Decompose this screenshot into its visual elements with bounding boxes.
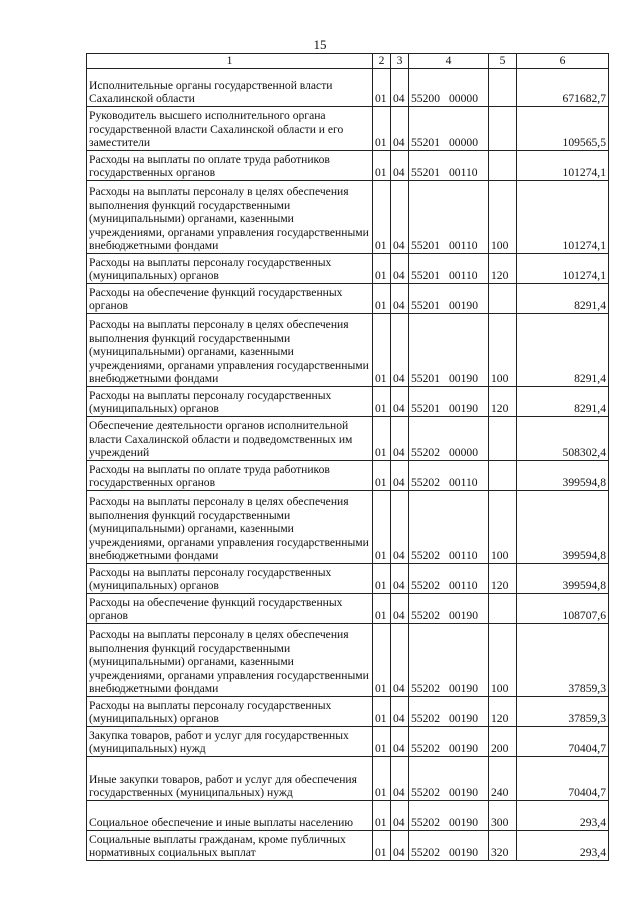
row-amount: 293,4 bbox=[517, 831, 609, 861]
header-col-6: 6 bbox=[517, 54, 609, 69]
header-col-2: 2 bbox=[373, 54, 391, 69]
table-row bbox=[87, 624, 609, 697]
row-section: 01 bbox=[373, 417, 391, 461]
row-target-program: 55201 bbox=[411, 372, 440, 386]
row-target-article bbox=[409, 697, 489, 727]
row-section: 01 bbox=[373, 801, 391, 831]
row-target-program: 55202 bbox=[411, 446, 440, 460]
row-name: Расходы на выплаты персоналу в целях обеспечения выполнения функций государственными (муниципальными) органами, казенными учреждениями, органами управления государственными внебюджетными фондами bbox=[87, 491, 373, 564]
row-target-direction: 00190 bbox=[449, 742, 478, 756]
row-target-article bbox=[409, 181, 489, 254]
row-subsection: 04 bbox=[391, 594, 409, 624]
row-expense-type bbox=[489, 594, 517, 624]
row-target-program: 55202 bbox=[411, 549, 440, 563]
row-amount: 671682,7 bbox=[517, 69, 609, 107]
row-amount: 399594,8 bbox=[517, 461, 609, 491]
row-amount: 399594,8 bbox=[517, 491, 609, 564]
row-target-article bbox=[409, 624, 489, 697]
row-target-direction: 00110 bbox=[449, 579, 478, 593]
row-section: 01 bbox=[373, 831, 391, 861]
row-subsection: 04 bbox=[391, 181, 409, 254]
row-section: 01 bbox=[373, 697, 391, 727]
row-target-program: 55202 bbox=[411, 476, 440, 490]
page-number: 15 bbox=[313, 37, 327, 52]
row-subsection: 04 bbox=[391, 624, 409, 697]
row-subsection: 04 bbox=[391, 417, 409, 461]
row-expense-type: 300 bbox=[489, 801, 517, 831]
row-target-direction: 00110 bbox=[449, 549, 478, 563]
row-target-article bbox=[409, 151, 489, 181]
table-row bbox=[87, 491, 609, 564]
row-target-direction: 00190 bbox=[449, 372, 478, 386]
row-amount: 37859,3 bbox=[517, 697, 609, 727]
row-subsection: 04 bbox=[391, 254, 409, 284]
row-section: 01 bbox=[373, 69, 391, 107]
row-target-article bbox=[409, 314, 489, 387]
row-expense-type bbox=[489, 69, 517, 107]
row-expense-type: 120 bbox=[489, 564, 517, 594]
row-target-program: 55201 bbox=[411, 402, 440, 416]
row-expense-type: 100 bbox=[489, 181, 517, 254]
row-subsection: 04 bbox=[391, 564, 409, 594]
row-section: 01 bbox=[373, 107, 391, 151]
row-target-program: 55202 bbox=[411, 579, 440, 593]
row-target-program: 55202 bbox=[411, 786, 440, 800]
row-amount: 293,4 bbox=[517, 801, 609, 831]
row-section: 01 bbox=[373, 151, 391, 181]
row-target-program: 55201 bbox=[411, 299, 440, 313]
row-target-article bbox=[409, 284, 489, 314]
row-target-program: 55201 bbox=[411, 269, 440, 283]
row-subsection: 04 bbox=[391, 831, 409, 861]
row-expense-type: 320 bbox=[489, 831, 517, 861]
row-target-direction: 00110 bbox=[449, 239, 478, 253]
row-amount: 101274,1 bbox=[517, 254, 609, 284]
row-name: Исполнительные органы государственной власти Сахалинской области bbox=[87, 69, 373, 107]
table-row bbox=[87, 594, 609, 624]
row-section: 01 bbox=[373, 181, 391, 254]
table-row bbox=[87, 314, 609, 387]
table-row bbox=[87, 254, 609, 284]
row-target-program: 55200 bbox=[411, 92, 440, 106]
row-target-program: 55202 bbox=[411, 712, 440, 726]
row-expense-type bbox=[489, 151, 517, 181]
row-amount: 8291,4 bbox=[517, 387, 609, 417]
row-target-article bbox=[409, 417, 489, 461]
row-name: Расходы на обеспечение функций государственных органов bbox=[87, 594, 373, 624]
table-row bbox=[87, 697, 609, 727]
row-section: 01 bbox=[373, 284, 391, 314]
row-target-article bbox=[409, 254, 489, 284]
row-subsection: 04 bbox=[391, 314, 409, 387]
row-name: Закупка товаров, работ и услуг для государственных (муниципальных) нужд bbox=[87, 727, 373, 757]
row-name: Социальное обеспечение и иные выплаты населению bbox=[87, 801, 373, 831]
table-row bbox=[87, 564, 609, 594]
row-target-direction: 00190 bbox=[449, 609, 478, 623]
row-target-direction: 00190 bbox=[449, 682, 478, 696]
row-amount: 8291,4 bbox=[517, 314, 609, 387]
row-target-program: 55202 bbox=[411, 816, 440, 830]
row-expense-type: 100 bbox=[489, 624, 517, 697]
row-section: 01 bbox=[373, 461, 391, 491]
row-target-direction: 00190 bbox=[449, 816, 478, 830]
row-expense-type bbox=[489, 461, 517, 491]
row-target-direction: 00190 bbox=[449, 402, 478, 416]
row-target-article bbox=[409, 757, 489, 801]
row-target-article bbox=[409, 491, 489, 564]
table-row bbox=[87, 181, 609, 254]
row-amount: 508302,4 bbox=[517, 417, 609, 461]
row-name: Расходы на обеспечение функций государственных органов bbox=[87, 284, 373, 314]
row-subsection: 04 bbox=[391, 387, 409, 417]
row-subsection: 04 bbox=[391, 697, 409, 727]
row-name: Расходы на выплаты по оплате труда работников государственных органов bbox=[87, 461, 373, 491]
row-subsection: 04 bbox=[391, 757, 409, 801]
table-row bbox=[87, 757, 609, 801]
row-expense-type bbox=[489, 284, 517, 314]
row-target-program: 55202 bbox=[411, 682, 440, 696]
row-name: Обеспечение деятельности органов исполнительной власти Сахалинской области и подведомственных им учреждений bbox=[87, 417, 373, 461]
row-section: 01 bbox=[373, 314, 391, 387]
header-col-5: 5 bbox=[489, 54, 517, 69]
row-name: Расходы на выплаты персоналу в целях обеспечения выполнения функций государственными (муниципальными) органами, казенными учреждениями, органами управления государственными внебюджетными фондами bbox=[87, 314, 373, 387]
row-target-article bbox=[409, 107, 489, 151]
row-name: Иные закупки товаров, работ и услуг для обеспечения государственных (муниципальных) нужд bbox=[87, 757, 373, 801]
table-row bbox=[87, 387, 609, 417]
row-expense-type bbox=[489, 107, 517, 151]
row-amount: 101274,1 bbox=[517, 151, 609, 181]
row-amount: 8291,4 bbox=[517, 284, 609, 314]
row-amount: 70404,7 bbox=[517, 727, 609, 757]
row-target-article bbox=[409, 564, 489, 594]
row-target-direction: 00000 bbox=[449, 92, 478, 106]
row-section: 01 bbox=[373, 254, 391, 284]
row-subsection: 04 bbox=[391, 284, 409, 314]
table-row bbox=[87, 727, 609, 757]
row-subsection: 04 bbox=[391, 491, 409, 564]
row-name: Расходы на выплаты персоналу в целях обеспечения выполнения функций государственными (муниципальными) органами, казенными учреждениями, органами управления государственными внебюджетными фондами bbox=[87, 181, 373, 254]
row-target-program: 55201 bbox=[411, 136, 440, 150]
row-target-article bbox=[409, 69, 489, 107]
table-row bbox=[87, 831, 609, 861]
table-row bbox=[87, 461, 609, 491]
row-expense-type: 100 bbox=[489, 314, 517, 387]
row-expense-type: 100 bbox=[489, 491, 517, 564]
row-expense-type bbox=[489, 417, 517, 461]
row-expense-type: 120 bbox=[489, 387, 517, 417]
row-target-direction: 00190 bbox=[449, 786, 478, 800]
row-section: 01 bbox=[373, 594, 391, 624]
row-section: 01 bbox=[373, 624, 391, 697]
row-name: Социальные выплаты гражданам, кроме публичных нормативных социальных выплат bbox=[87, 831, 373, 861]
row-subsection: 04 bbox=[391, 69, 409, 107]
row-target-article bbox=[409, 801, 489, 831]
row-amount: 109565,5 bbox=[517, 107, 609, 151]
row-amount: 108707,6 bbox=[517, 594, 609, 624]
row-expense-type: 200 bbox=[489, 727, 517, 757]
header-col-4: 4 bbox=[409, 54, 489, 69]
table-row bbox=[87, 284, 609, 314]
row-amount: 70404,7 bbox=[517, 757, 609, 801]
row-amount: 399594,8 bbox=[517, 564, 609, 594]
table-row bbox=[87, 801, 609, 831]
row-subsection: 04 bbox=[391, 727, 409, 757]
row-target-direction: 00000 bbox=[449, 136, 478, 150]
row-name: Расходы на выплаты персоналу в целях обеспечения выполнения функций государственными (муниципальными) органами, казенными учреждениями, органами управления государственными внебюджетными фондами bbox=[87, 624, 373, 697]
row-amount: 101274,1 bbox=[517, 181, 609, 254]
row-target-program: 55202 bbox=[411, 609, 440, 623]
row-name: Руководитель высшего исполнительного органа государственной власти Сахалинской области и его заместители bbox=[87, 107, 373, 151]
row-subsection: 04 bbox=[391, 107, 409, 151]
header-row bbox=[87, 54, 609, 69]
row-target-article bbox=[409, 594, 489, 624]
row-target-direction: 00190 bbox=[449, 712, 478, 726]
row-target-program: 55202 bbox=[411, 742, 440, 756]
table-row bbox=[87, 107, 609, 151]
row-subsection: 04 bbox=[391, 461, 409, 491]
row-target-article bbox=[409, 461, 489, 491]
row-subsection: 04 bbox=[391, 801, 409, 831]
row-target-direction: 00190 bbox=[449, 299, 478, 313]
row-name: Расходы на выплаты персоналу государственных (муниципальных) органов bbox=[87, 697, 373, 727]
table-row bbox=[87, 151, 609, 181]
budget-table bbox=[86, 53, 609, 861]
row-section: 01 bbox=[373, 757, 391, 801]
row-target-direction: 00000 bbox=[449, 446, 478, 460]
row-expense-type: 120 bbox=[489, 254, 517, 284]
row-section: 01 bbox=[373, 387, 391, 417]
row-name: Расходы на выплаты персоналу государственных (муниципальных) органов bbox=[87, 564, 373, 594]
row-target-direction: 00190 bbox=[449, 846, 478, 860]
row-expense-type: 240 bbox=[489, 757, 517, 801]
table-row bbox=[87, 417, 609, 461]
row-target-direction: 00110 bbox=[449, 166, 478, 180]
row-name: Расходы на выплаты персоналу государственных (муниципальных) органов bbox=[87, 387, 373, 417]
row-target-article bbox=[409, 727, 489, 757]
table-body bbox=[87, 69, 609, 861]
row-name: Расходы на выплаты персоналу государственных (муниципальных) органов bbox=[87, 254, 373, 284]
row-section: 01 bbox=[373, 564, 391, 594]
header-col-1: 1 bbox=[87, 54, 373, 69]
row-subsection: 04 bbox=[391, 151, 409, 181]
row-target-direction: 00110 bbox=[449, 269, 478, 283]
table-row bbox=[87, 69, 609, 107]
row-section: 01 bbox=[373, 727, 391, 757]
row-target-article bbox=[409, 387, 489, 417]
header-col-3: 3 bbox=[391, 54, 409, 69]
row-section: 01 bbox=[373, 491, 391, 564]
row-target-direction: 00110 bbox=[449, 476, 478, 490]
row-target-program: 55202 bbox=[411, 846, 440, 860]
row-amount: 37859,3 bbox=[517, 624, 609, 697]
row-target-program: 55201 bbox=[411, 239, 440, 253]
row-name: Расходы на выплаты по оплате труда работников государственных органов bbox=[87, 151, 373, 181]
row-target-program: 55201 bbox=[411, 166, 440, 180]
row-expense-type: 120 bbox=[489, 697, 517, 727]
row-target-article bbox=[409, 831, 489, 861]
